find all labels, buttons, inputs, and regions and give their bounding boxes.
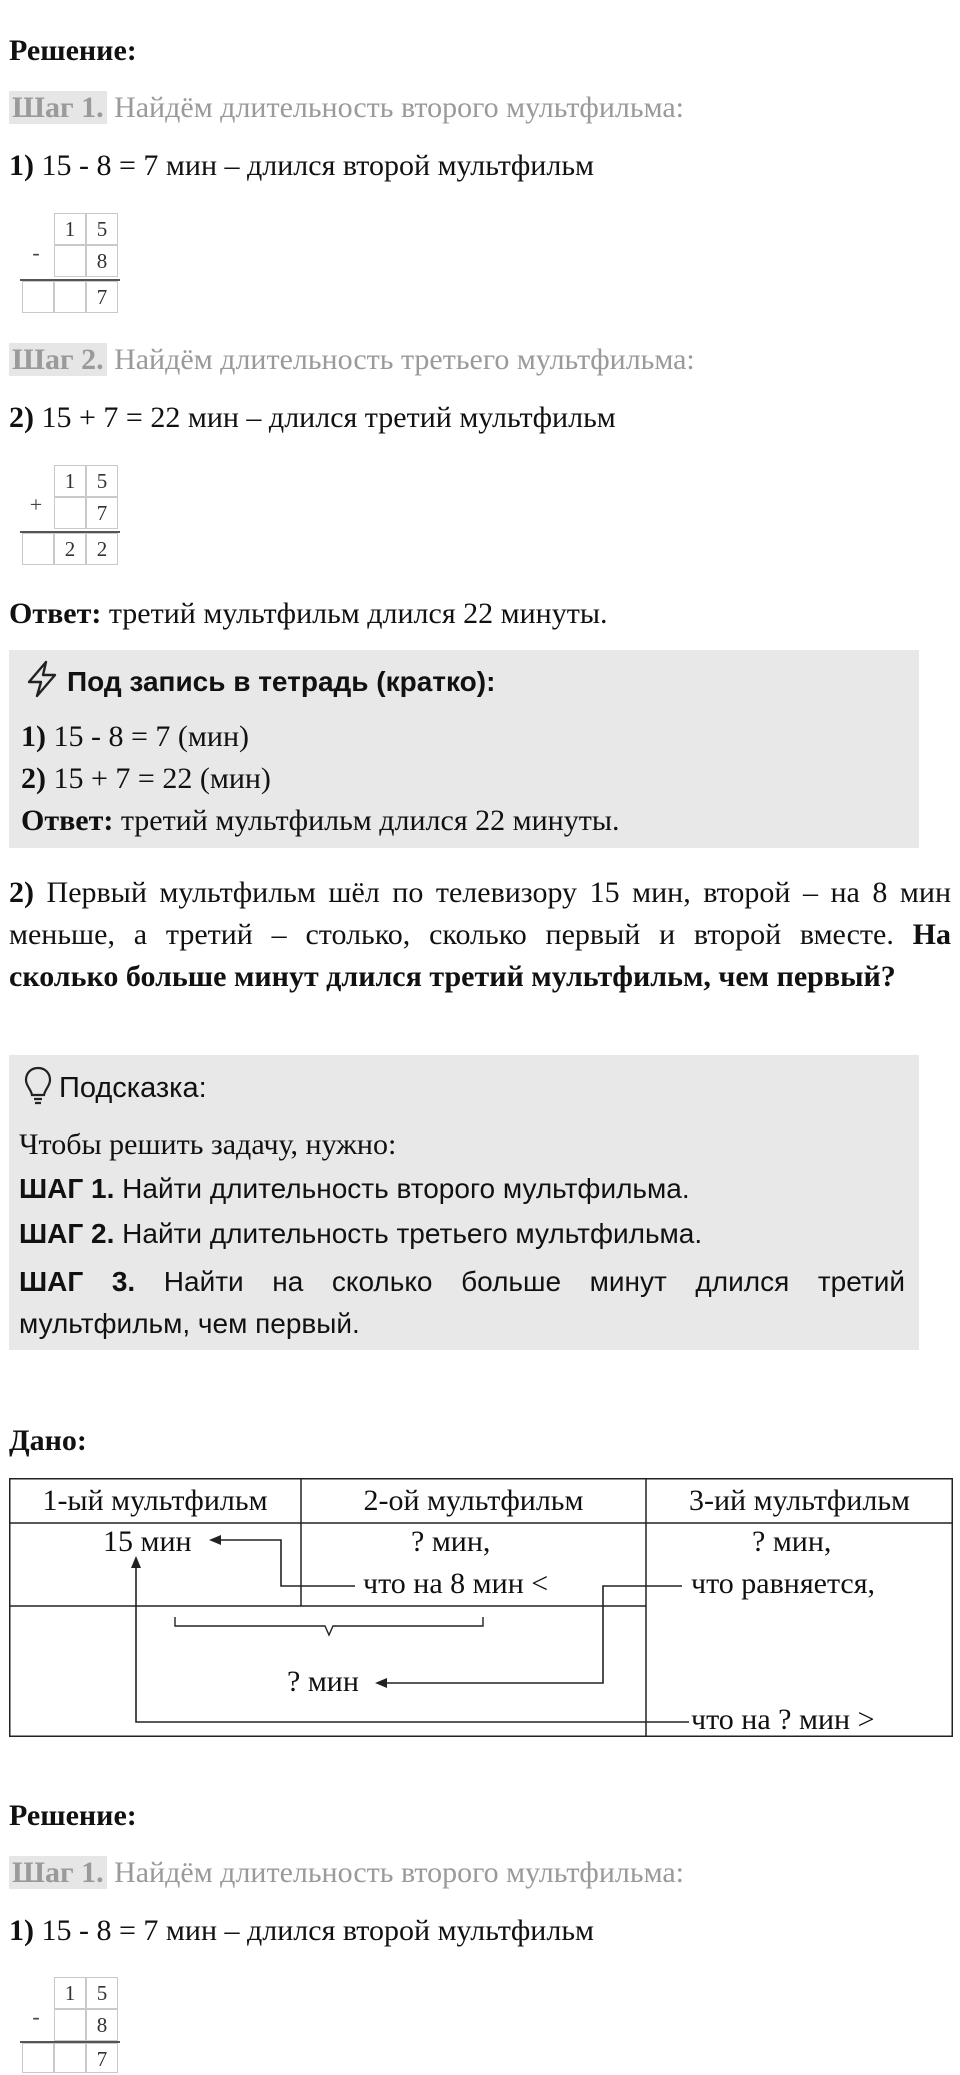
calc-cell: 8 bbox=[86, 245, 118, 277]
solution-heading-2: Решение: bbox=[9, 1799, 137, 1832]
notebook-line-1-number: 1) bbox=[21, 720, 46, 753]
third-relation: что равняется, bbox=[691, 1567, 876, 1600]
hint-step-3-text: Найти на сколько больше минут длился третий мультфильм, чем первый. bbox=[19, 1266, 905, 1339]
hint-step-3 bbox=[19, 1261, 905, 1345]
minus-sign: - bbox=[32, 2004, 40, 2029]
notebook-line-2 bbox=[21, 761, 271, 797]
notebook-header bbox=[23, 659, 495, 708]
notebook-answer-text: третий мультфильм длился 22 минуты. bbox=[113, 804, 620, 837]
answer-label: Ответ: bbox=[9, 597, 102, 630]
step-1-text-2: Найдём длительность второго мультфильма: bbox=[106, 1856, 685, 1889]
plus-sign: + bbox=[29, 492, 43, 517]
hint-step-1-label: ШАГ 1. bbox=[19, 1173, 115, 1204]
hint-title: Подсказка: bbox=[59, 1072, 207, 1105]
equation-2-text: 15 + 7 = 22 мин – длился третий мультфильм bbox=[34, 401, 616, 434]
notebook-line-2-text: 15 + 7 = 22 (мин) bbox=[46, 762, 271, 795]
problem-question: На сколько больше минут длился третий мультфильм, чем первый? bbox=[9, 918, 951, 993]
equation-1-repeat bbox=[9, 1913, 594, 1949]
equation-2 bbox=[9, 400, 616, 436]
column-subtraction-2 bbox=[20, 1977, 120, 2073]
notebook-box bbox=[9, 650, 919, 848]
step-1-text: Найдём длительность второго мультфильма: bbox=[106, 91, 685, 124]
given-heading: Дано: bbox=[9, 1424, 87, 1457]
sum-value: ? мин bbox=[287, 1665, 359, 1698]
calc-cell: 5 bbox=[86, 1977, 118, 2009]
calc-cell bbox=[22, 2043, 54, 2073]
third-value: ? мин, bbox=[752, 1525, 832, 1558]
answer-text: третий мультфильм длился 22 минуты. bbox=[101, 597, 608, 630]
problem-number: 2) bbox=[9, 876, 34, 909]
calc-cell: 5 bbox=[86, 465, 118, 497]
calc-cell bbox=[54, 2043, 86, 2073]
step-1-badge-2: Шаг 1. bbox=[9, 1856, 107, 1889]
notebook-line-1-text: 15 - 8 = 7 (мин) bbox=[46, 720, 249, 753]
calc-cell: 8 bbox=[86, 2009, 118, 2041]
calc-cell bbox=[54, 2009, 86, 2041]
equation-1-number: 1) bbox=[9, 149, 34, 182]
lightning-icon bbox=[23, 659, 61, 708]
difference-relation: что на ? мин > bbox=[691, 1703, 875, 1736]
calc-cell bbox=[54, 281, 86, 313]
hint-step-2-text: Найти длительность третьего мультфильма. bbox=[114, 1218, 703, 1249]
hint-intro: Чтобы решить задачу, нужно: bbox=[19, 1128, 397, 1161]
problem-text bbox=[9, 872, 951, 998]
hint-header bbox=[23, 1065, 207, 1114]
header-first: 1-ый мультфильм bbox=[42, 1484, 268, 1517]
equation-1-text: 15 - 8 = 7 мин – длился второй мультфильм bbox=[34, 149, 594, 182]
equation-1-repeat-text: 15 - 8 = 7 мин – длился второй мультфильм bbox=[34, 1914, 594, 1947]
notebook-line-2-number: 2) bbox=[21, 762, 46, 795]
column-addition bbox=[20, 465, 120, 565]
problem-body: Первый мультфильм шёл по телевизору 15 мин, второй – на 8 мин меньше, а третий – столько, сколько первый и второй вместе. bbox=[9, 876, 951, 951]
hint-step-2 bbox=[19, 1216, 702, 1252]
hint-step-1 bbox=[19, 1171, 690, 1207]
calc-cell bbox=[22, 533, 54, 565]
equation-1 bbox=[9, 148, 594, 184]
calc-cell: 7 bbox=[86, 497, 118, 529]
hint-step-3-label: ШАГ 3. bbox=[19, 1266, 136, 1297]
header-third: 3-ий мультфильм bbox=[688, 1484, 910, 1517]
header-second: 2-ой мультфильм bbox=[363, 1484, 584, 1517]
calc-cell: 2 bbox=[54, 533, 86, 565]
notebook-title: Под запись в тетрадь (кратко): bbox=[67, 665, 496, 697]
solution-heading: Решение: bbox=[9, 34, 137, 67]
calc-cell: 1 bbox=[54, 465, 86, 497]
calc-cell: 1 bbox=[54, 213, 86, 245]
lightbulb-icon bbox=[23, 1065, 53, 1114]
notebook-answer-label: Ответ: bbox=[21, 804, 114, 837]
calc-cell: 2 bbox=[86, 533, 118, 565]
equation-1-repeat-number: 1) bbox=[9, 1914, 34, 1947]
notebook-line-1 bbox=[21, 719, 249, 755]
answer-line bbox=[9, 596, 608, 632]
step-1-line bbox=[9, 90, 684, 126]
column-subtraction-1 bbox=[20, 213, 120, 313]
step-2-badge: Шаг 2. bbox=[9, 343, 107, 376]
calc-cell: 1 bbox=[54, 1977, 86, 2009]
first-value: 15 мин bbox=[103, 1525, 192, 1558]
notebook-answer bbox=[21, 803, 620, 839]
step-1-badge: Шаг 1. bbox=[9, 91, 107, 124]
equation-2-number: 2) bbox=[9, 401, 34, 434]
calc-cell bbox=[54, 497, 86, 529]
second-relation: что на 8 мин < bbox=[363, 1567, 549, 1600]
hint-step-1-text: Найти длительность второго мультфильма. bbox=[114, 1173, 690, 1204]
second-value: ? мин, bbox=[411, 1525, 491, 1558]
step-1-line-2 bbox=[9, 1855, 684, 1891]
step-2-line bbox=[9, 342, 695, 378]
given-table bbox=[9, 1478, 953, 1737]
step-2-text: Найдём длительность третьего мультфильма: bbox=[106, 343, 695, 376]
calc-cell: 5 bbox=[86, 213, 118, 245]
calc-cell bbox=[22, 281, 54, 313]
calc-cell bbox=[54, 245, 86, 277]
minus-sign: - bbox=[32, 240, 40, 265]
calc-cell: 7 bbox=[86, 281, 118, 313]
calc-cell: 7 bbox=[86, 2043, 118, 2073]
hint-step-2-label: ШАГ 2. bbox=[19, 1218, 115, 1249]
hint-box bbox=[9, 1055, 919, 1350]
